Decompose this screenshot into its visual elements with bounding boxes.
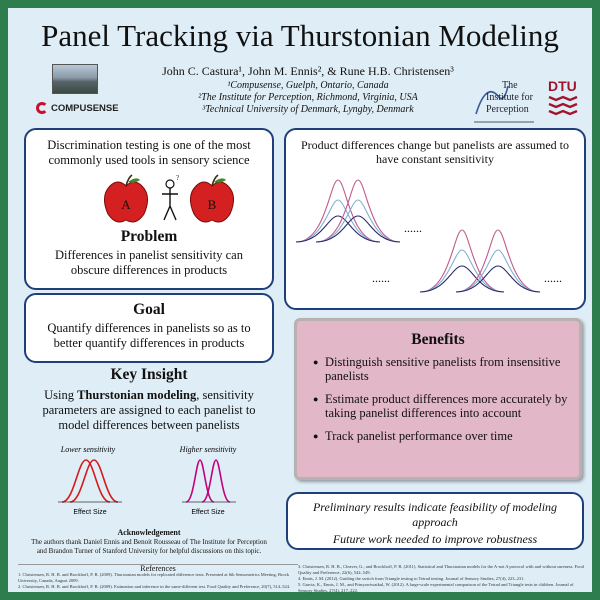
compusense-logo	[36, 102, 119, 114]
reference-item: 3. Christensen, R. H. B., Cleaver, G., and Brockhoff, P. B. (2011). Statistical and Thurstonian models for the A-not A protocol with and without sureness. Food Quality and Preference, 22(6), 542–549.	[298, 564, 584, 575]
reference-item: 1. Christensen, R. H. B. and Brockhoff, P. B. (2009). Thurstonian models for replicated difference tests. Presented at 6th Sensometrics Meeting, Brock University, Canada, August 2009.	[18, 572, 289, 583]
affiliation-1: ¹Compusense, Guelph, Ontario, Canada	[227, 80, 389, 91]
dtu-mark-icon	[548, 94, 578, 116]
insight-text	[26, 388, 272, 433]
lower-left-ellipsis: ......	[372, 271, 390, 285]
goal-heading: Goal	[133, 301, 165, 318]
upper-ellipsis: ......	[404, 221, 422, 235]
affiliation-2: ²The Institute for Perception, Richmond, Virginia, USA	[198, 92, 418, 103]
benefits-list	[297, 349, 579, 443]
insight-text-bold: Thurstonian modeling	[77, 388, 197, 402]
dtu-logo	[548, 78, 580, 121]
authors-line: John C. Castura¹, John M. Ennis², & Rune H.B. Christensen³	[162, 64, 454, 78]
benefits-box	[294, 318, 582, 480]
benefit-item: ● Distinguish sensitive panelists from insensitive panelists	[313, 355, 569, 383]
apple-b-label: B	[207, 197, 217, 212]
lower-sensitivity-curves	[58, 460, 122, 502]
insight-heading: Key Insight	[110, 366, 188, 383]
sensitivity-illustration	[26, 444, 272, 518]
lower-sensitivity-label: Lower sensitivity	[60, 445, 116, 454]
discrimination-box	[24, 128, 274, 290]
benefits-heading: Benefits	[411, 331, 465, 348]
higher-effect-size-label: Effect Size	[191, 509, 225, 516]
lower-right-ellipsis: ......	[544, 271, 562, 285]
upper-curve-group	[296, 180, 422, 242]
stick-figure-icon	[162, 174, 179, 220]
product-curves-svg	[286, 166, 584, 308]
poster-title: Panel Tracking via Thurstonian Modeling	[41, 18, 559, 53]
ifp-line-2: Institute for	[486, 92, 533, 103]
discrimination-lead: Discrimination testing is one of the most commonly used tools in sensory science	[47, 138, 251, 167]
conclusion-line-1: Preliminary results indicate feasibility of modeling approach	[312, 500, 558, 529]
benefit-item: ● Estimate product differences more accurately by taking panelist differences into account	[313, 392, 569, 420]
higher-sensitivity-curves	[182, 460, 236, 502]
landscape-photo	[52, 64, 98, 94]
acknowledgement-heading: Acknowledgement	[117, 528, 181, 537]
references-right	[298, 564, 584, 594]
apples-svg	[26, 172, 272, 228]
apple-a-icon	[104, 175, 147, 222]
insight-text-post: , sensitivity parameters are assigned to each panelist to model differences between panelists	[42, 388, 256, 432]
affiliations	[108, 80, 508, 116]
goal-box	[24, 293, 274, 363]
affiliation-3: ³Technical University of Denmark, Lyngby, Denmark	[202, 104, 414, 115]
problem-heading: Problem	[120, 228, 178, 245]
conclusion-box	[286, 492, 584, 550]
product-differences-box	[284, 128, 586, 310]
compusense-logo-text: COMPUSENSE	[51, 102, 119, 114]
key-insight-section	[26, 366, 272, 433]
apple-a-label: A	[121, 197, 131, 212]
svg-text:?: ?	[176, 174, 180, 182]
benefit-item: ● Track panelist performance over time	[313, 429, 569, 443]
sensitivity-curves-svg	[26, 444, 272, 518]
ifp-line-1: The	[502, 80, 518, 91]
lower-effect-size-label: Effect Size	[73, 509, 107, 516]
insight-text-pre: Using	[44, 388, 78, 402]
goal-text: Quantify differences in panelists so as to better quantify differences in products	[47, 321, 251, 350]
ifp-logo-text	[486, 80, 533, 116]
compusense-mark-icon	[36, 102, 48, 114]
conclusion-line-2: Future work needed to improve robustness	[332, 532, 538, 546]
problem-text: Differences in panelist sensitivity can obscure differences in products	[55, 248, 243, 277]
apple-b-icon	[190, 175, 233, 222]
reference-item: 5. Garcia, K., Ennis, J. M., and Prinyawiwatkul, W. (2012). A large-scale experimental comparison of the Tetrad and Triangle tests in children. Journal of Sensory Studies, 27(4), 217–222.	[298, 582, 574, 593]
dtu-logo-text: DTU	[548, 78, 577, 94]
reference-item: 2. Christensen, R. H. B. and Brockhoff, P. B. (2009). Estimation and inference in the same-different test. Food Quality and Preference, 20(7), 514–524.	[18, 584, 291, 589]
apples-illustration	[26, 172, 272, 228]
acknowledgement-section	[26, 528, 272, 556]
product-differences-lead: Product differences change but panelists are assumed to have constant sensitivity	[300, 138, 570, 166]
references-left	[18, 564, 298, 590]
reference-item: 4. Ennis, J. M. (2012). Guiding the switch from Triangle testing to Tetrad testing. Journal of Sensory Studies, 27(4), 223–231.	[298, 576, 525, 581]
references-heading: References	[18, 564, 298, 572]
poster	[8, 8, 592, 592]
higher-sensitivity-label: Higher sensitivity	[179, 445, 237, 454]
acknowledgement-text: The authors thank Daniel Ennis and Benoit Rousseau of The Institute for Perception and Brandon Turner of Stanford University for helpful discussions on this topic.	[31, 538, 267, 555]
ifp-line-3: Perception	[486, 104, 529, 115]
lower-curve-group	[372, 230, 562, 292]
